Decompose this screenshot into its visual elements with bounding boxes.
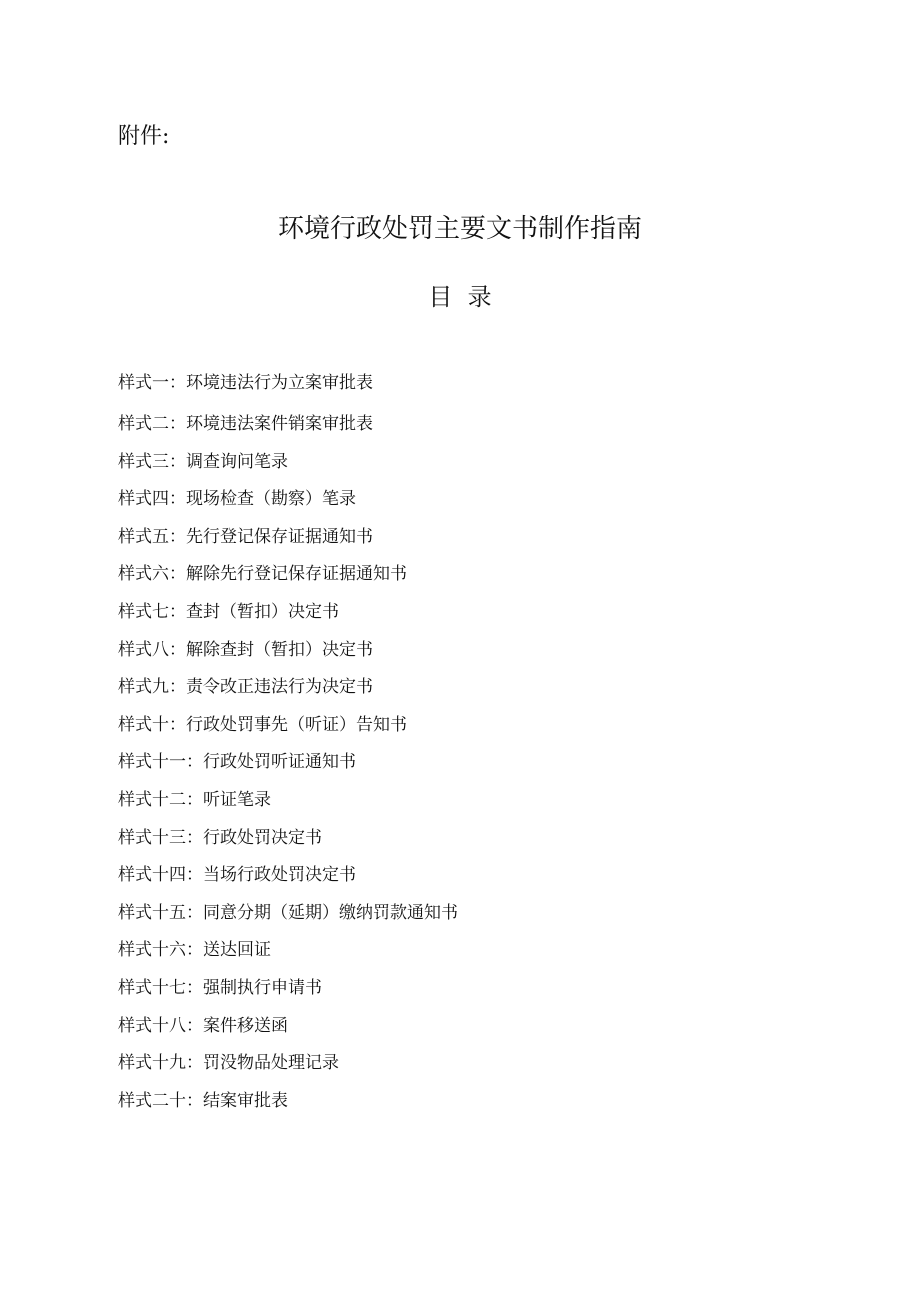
toc-item: 样式十七：强制执行申请书 bbox=[118, 977, 322, 998]
toc-item: 样式九：责令改正违法行为决定书 bbox=[118, 677, 373, 698]
toc-item: 样式十四：当场行政处罚决定书 bbox=[118, 865, 356, 886]
toc-heading: 目 录 bbox=[428, 283, 492, 311]
document-title: 环境行政处罚主要文书制作指南 bbox=[277, 214, 642, 244]
toc-item: 样式十三：行政处罚决定书 bbox=[118, 827, 322, 848]
toc-item: 样式二：环境违法案件销案审批表 bbox=[118, 414, 373, 434]
toc-item: 样式三：调查询问笔录 bbox=[118, 451, 288, 472]
toc-item: 样式六：解除先行登记保存证据通知书 bbox=[118, 564, 407, 585]
toc-item: 样式十五：同意分期（延期）缴纳罚款通知书 bbox=[118, 902, 458, 923]
toc-item: 样式十六：送达回证 bbox=[118, 940, 271, 961]
table-of-contents bbox=[118, 370, 458, 1125]
toc-item: 样式十一：行政处罚听证通知书 bbox=[118, 752, 356, 773]
toc-item: 样式七：查封（暂扣）决定书 bbox=[118, 601, 339, 622]
toc-item: 样式五：先行登记保存证据通知书 bbox=[118, 526, 373, 547]
toc-item: 样式八：解除查封（暂扣）决定书 bbox=[118, 639, 373, 660]
toc-item: 样式十二：听证笔录 bbox=[118, 789, 271, 810]
toc-item: 样式一：环境违法行为立案审批表 bbox=[118, 373, 373, 393]
attachment-label: 附件: bbox=[118, 124, 170, 149]
toc-item: 样式十八：案件移送函 bbox=[118, 1015, 288, 1036]
toc-item: 样式四：现场检查（勘察）笔录 bbox=[118, 489, 356, 510]
toc-item: 样式二十：结案审批表 bbox=[118, 1090, 288, 1111]
toc-item: 样式十：行政处罚事先（听证）告知书 bbox=[118, 714, 407, 735]
toc-item: 样式十九：罚没物品处理记录 bbox=[118, 1053, 339, 1074]
